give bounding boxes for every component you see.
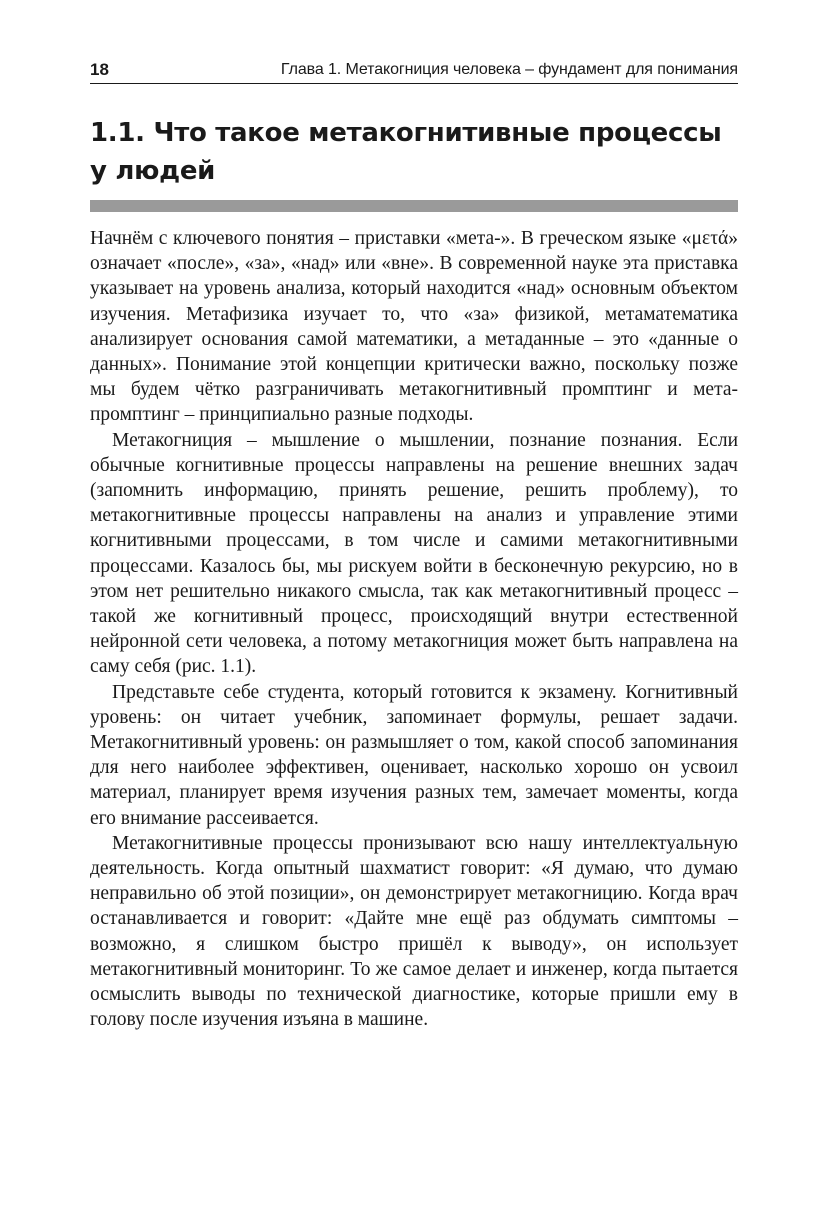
section-title-line-2: у людей <box>90 156 216 186</box>
paragraph-3: Представьте себе студента, который готовится к экзамену. Когнитивный уровень: он читает учебник, запоминает формулы, решает задачи. Метакогнитивный уровень: он размышляет о том, какой способ запоминания для него наиболее эффективен, оценивает, насколько хорошо он усвоил материал, планирует время изучения разных тем, замечает моменты, когда его внимание рассеивается. <box>90 681 738 829</box>
body-text <box>90 226 738 1033</box>
chapter-title: Глава 1. Метакогниция человека – фундамент для понимания <box>280 61 738 78</box>
book-page <box>90 60 738 1033</box>
title-underline-bar <box>90 200 738 212</box>
paragraph-4: Метакогнитивные процессы пронизывают всю нашу интеллектуальную деятельность. Когда опытный шахматист говорит: «Я думаю, что думаю неправильно об этой позиции», он демонстрирует метакогницию. Когда врач останавливается и говорит: «Дайте мне ещё раз обдумать симптомы – возможно, я слишком быстро пришёл к выводу», он использует метакогнитивный мониторинг. То же самое делает и инженер, когда пытается осмыслить выводы по технической диагностике, которые пришли ему в голову после изучения изъяна в машине. <box>90 832 738 1031</box>
section-title-line-1: 1.1. Что такое метакогнитивные процессы <box>90 118 722 148</box>
page-number: 18 <box>90 60 109 79</box>
running-head <box>90 60 738 84</box>
section-title <box>90 114 738 190</box>
paragraph-2: Метакогниция – мышление о мышлении, познание познания. Если обычные когнитивные процессы направлены на решение внешних задач (запомнить информацию, принять решение, решить проблему), то метакогнитивные процессы направлены на анализ и управление этими когнитивными процессами, в том числе и самими метакогнитивными процессами. Казалось бы, мы рискуем войти в бесконечную рекурсию, но в этом нет решительно никакого смысла, так как метакогнитивный процесс – такой же когнитивный процесс, происходящий внутри естественной нейронной сети человека, а потому метакогниция может быть направлена на саму себя (рис. 1.1). <box>90 429 738 678</box>
paragraph-1: Начнём с ключевого понятия – приставки «мета-». В греческом языке «μετά» означает «после», «за», «над» или «вне». В современной науке эта приставка указывает на уровень анализа, который находится «над» основным объектом изучения. Метафизика изучает то, что «за» физикой, метаматематика анализирует основания самой математики, а метаданные – это «данные о данных». Понимание этой концепции критически важно, поскольку позже мы будем чётко разграничивать метакогнитивный промптинг и мета-промптинг – принципиально разные подходы. <box>90 228 738 426</box>
